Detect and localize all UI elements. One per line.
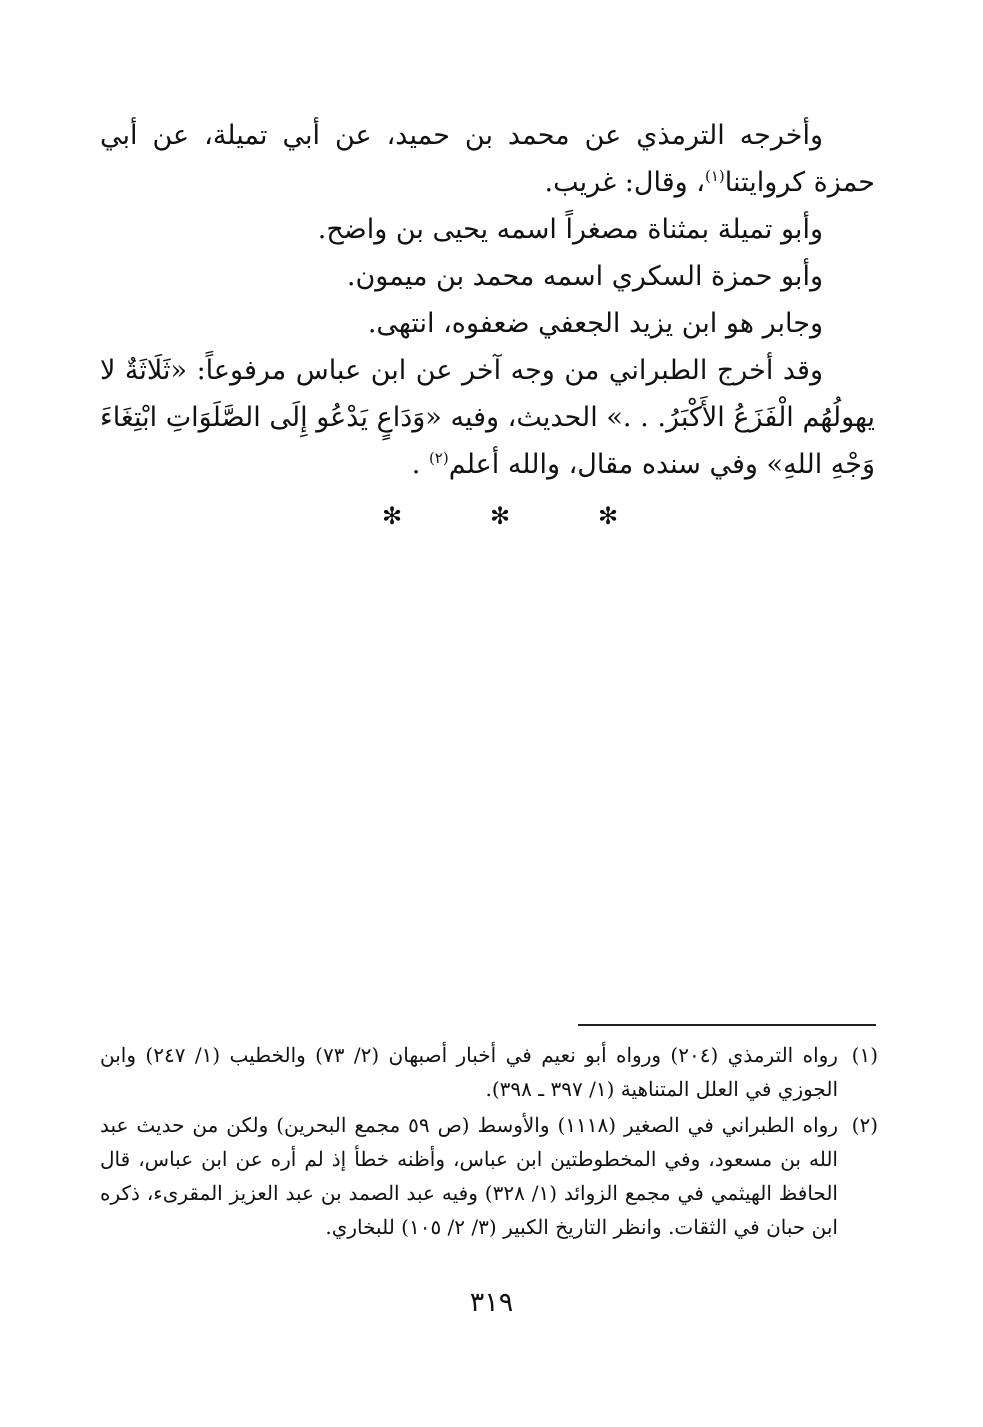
separator-asterisk: ✻ — [597, 502, 619, 530]
footnote-ref-1: (١) — [704, 167, 725, 185]
paragraph-5-text: وقد أخرج الطبراني من وجه آخر عن ابن عباس مرفوعاً: «ثَلَاثَةٌ لا يهولُهُم الْفَزَعُ الأَكْبَرُ. . .» الحديث، وفيه «وَدَاعٍ يَدْعُو إِلَى الصَّلَوَاتِ ابْتِغَاءَ وَجْهِ اللهِ» وفي سنده مقال، والله أعلم — [100, 355, 875, 480]
paragraph-5 — [100, 347, 875, 488]
footnote-text: رواه الترمذي (٢٠٤) ورواه أبو نعيم في أخبار أصبهان (٢/ ٧٣) والخطيب (١/ ٢٤٧) وابن الجوزي في العلل المتناهية (١/ ٣٩٧ ـ ٣٩٨). — [100, 1043, 838, 1101]
paragraph-3: وأبو حمزة السكري اسمه محمد بن ميمون. — [346, 261, 823, 292]
main-text-block — [100, 112, 875, 488]
paragraph-1 — [100, 112, 875, 206]
footnote-2 — [100, 1108, 878, 1244]
paragraph-1-text: وأخرجه الترمذي عن محمد بن حميد، عن أبي تميلة، عن أبي حمزة كروايتنا — [100, 120, 875, 198]
separator-asterisk: ✻ — [381, 502, 403, 530]
paragraph-2: وأبو تميلة بمثناة مصغراً اسمه يحيى بن واضح. — [317, 214, 823, 245]
footnote-1 — [100, 1038, 878, 1106]
page-number: ٣١٩ — [469, 1287, 514, 1318]
footnote-ref-2: (٢) — [428, 449, 449, 467]
paragraph-5-tail: . — [411, 449, 429, 480]
paragraph-1-tail: ، وقال: غريب. — [544, 167, 705, 198]
section-separator — [380, 500, 620, 532]
footnote-number: (١) — [851, 1043, 878, 1067]
footnote-text: رواه الطبراني في الصغير (١١١٨) والأوسط (ص ٥٩ مجمع البحرين) ولكن من حديث عبد الله بن مسعود، وفي المخطوطتين ابن عباس، وأظنه خطأ إذ لم أره عن ابن عباس، قال الحافظ الهيثمي في مجمع الزوائد (١/ ٣٢٨) وفيه عبد الصمد بن عبد العزيز المقرىء، ذكره ابن حبان في الثقات. وانظر التاريخ الكبير (٣/ ٢/ ١٠٥) للبخاري. — [100, 1113, 838, 1239]
footnote-number: (٢) — [851, 1113, 878, 1137]
footnote-divider — [578, 1024, 876, 1026]
separator-asterisk: ✻ — [489, 502, 511, 530]
paragraph-4: وجابر هو ابن يزيد الجعفي ضعفوه، انتهى. — [367, 308, 823, 339]
footnotes-block — [100, 1038, 878, 1246]
